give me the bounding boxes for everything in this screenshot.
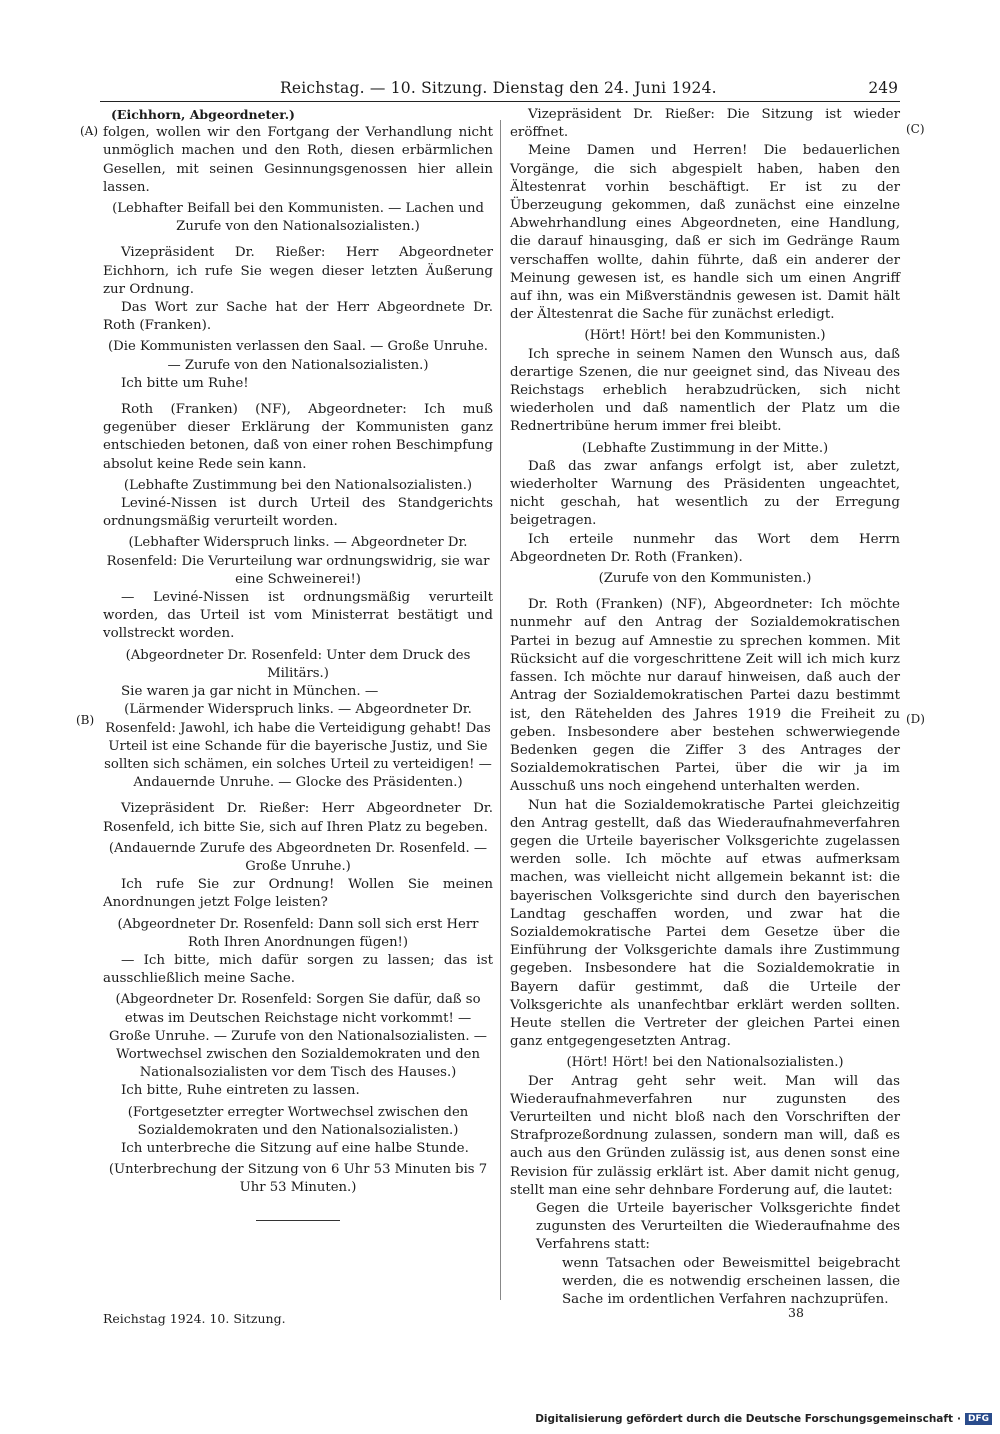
paragraph: Meine Damen und Herren! Die bedauerlichen Vorgänge, die sich abgespielt haben, haben den Ältestenrat vorhin beschäftigt. Er ist zu der Überzeugung gekommen, daß zunächst eine einzelne Abwehrhandlung eines Abgeordneten, eine Handlung, die darauf hinausging, daß er sich im Gedränge Raum verschaffen wollte, dahin führte, daß ein anderer der Meinung gewesen ist, es handle sich um einen Angriff auf ihn, was ein Mißverständnis gewesen ist. Damit hält der Ältestenrat die Sache für zunächst erledigt. [510, 143, 900, 323]
paragraph: Ich unterbreche die Sitzung auf eine halbe Stunde. [121, 1140, 469, 1156]
interjection: (Hört! Hört! bei den Kommunisten.) [584, 328, 826, 344]
paragraph: folgen, wollen wir den Fortgang der Verhandlung nicht unmöglich machen und den Roth, diesen erbärmlichen Gesellen, mit seinen Gesinnungsgenossen hier allein lassen. [103, 125, 493, 195]
margin-marker-a: (A) [80, 124, 99, 138]
column-divider [500, 120, 501, 1300]
paragraph: — Ich bitte, mich dafür sorgen zu lassen; das ist ausschließlich meine Sache. [103, 952, 493, 987]
margin-marker-b: (B) [76, 713, 95, 727]
paragraph: Leviné-Nissen ist durch Urteil des Standgerichts ordnungsmäßig verurteilt worden. [103, 496, 493, 530]
paragraph: Vizepräsident Dr. Rießer: Die Sitzung ist wieder eröffnet. [510, 107, 900, 141]
left-column [103, 106, 493, 1221]
interjection: (Lebhafte Zustimmung bei den Nationalsozialisten.) [123, 477, 473, 493]
page-header [100, 79, 900, 102]
header-title: Reichstag. — 10. Sitzung. Dienstag den 24. Juni 1924. [280, 79, 717, 97]
interjection: (Unterbrechung der Sitzung von 6 Uhr 53 Minuten bis 7 Uhr 53 Minuten.) [108, 1162, 488, 1196]
right-column [510, 106, 900, 1309]
paragraph: Vizepräsident Dr. Rießer: Herr Abgeordneter Dr. Rosenfeld, ich bitte Sie, sich auf Ihren Platz zu begeben. [103, 801, 493, 835]
paragraph: Der Antrag geht sehr weit. Man will das Wiederaufnahmeverfahren nur zugunsten des Verurteilten und nicht bloß nach den Vorschriften der Strafprozeßordnung zulassen, sondern man will, daß es auch aus den Gründen zulässig ist, aus denen sonst eine Revision für zulässig erklärt ist. Aber damit nicht genug, stellt man eine sehr dehnbare Forderung auf, die lautet: [510, 1073, 900, 1198]
paragraph: Dr. Roth (Franken) (NF), Abgeordneter: Ich möchte nunmehr auf den Antrag der Sozialdemokratischen Partei in bezug auf Amnestie zu sprechen kommen. Mit Rücksicht auf die vorgeschrittene Zeit will ich mich kurz fassen. Ich möchte nur darauf hinweisen, daß auch der Antrag der Sozialdemokratischen Partei dazu bestimmt ist, den Rätehelden des Jahres 1919 die Freiheit zu geben. Insbesondere aber bestehen schwerwiegende Bedenken gegen die Ziffer 3 des Antrages der Sozialdemokratischen Partei, über die wir ja im Ausschuß uns noch eingehend unterhalten werden. [510, 597, 900, 795]
paragraph: Ich spreche in seinem Namen den Wunsch aus, daß derartige Szenen, die nur geeignet sind, das Niveau des Reichstags erheblich herabzudrücken, sich nicht wiederholen und daß namentlich der Platz um die Rednertribüne herum immer frei bleibt. [510, 346, 900, 435]
interjection: (Andauernde Zurufe des Abgeordneten Dr. Rosenfeld. — Große Unruhe.) [108, 840, 488, 874]
sheet-number: 38 [788, 1305, 804, 1320]
margin-marker-d: (D) [906, 712, 925, 726]
interjection: (Abgeordneter Dr. Rosenfeld: Sorgen Sie dafür, daß so etwas im Deutschen Reichstage nicht vorkommt! — Große Unruhe. — Zurufe von den Nationalsozialisten. — Wortwechsel zwischen den Sozialdemokraten und den Nationalsozialisten vor dem Tisch des Hauses.) [109, 992, 487, 1081]
paragraph: Ich rufe Sie zur Ordnung! Wollen Sie meinen Anordnungen jetzt Folge leisten? [103, 877, 493, 911]
paragraph: Daß das zwar anfangs erfolgt ist, aber zuletzt, wiederholter Warnung des Präsidenten ungeachtet, nicht geschah, hat wesentlich zu der Erregung beigetragen. [510, 458, 900, 529]
speaker-header: (Eichhorn, Abgeordneter.) [111, 107, 295, 122]
interjection: (Abgeordneter Dr. Rosenfeld: Dann soll sich erst Herr Roth Ihren Anordnungen fügen!) [117, 916, 479, 950]
paragraph: Vizepräsident Dr. Rießer: Herr Abgeordneter Eichhorn, ich rufe Sie wegen dieser letzten Äußerung zur Ordnung. [103, 245, 493, 297]
interjection: (Lebhafter Beifall bei den Kommunisten. — Lachen und Zurufe von den Nationalsozialisten.) [112, 201, 484, 235]
interjection: (Hört! Hört! bei den Nationalsozialisten.) [566, 1055, 844, 1071]
interjection: (Abgeordneter Dr. Rosenfeld: Unter dem Druck des Militärs.) [125, 647, 471, 681]
paragraph: Das Wort zur Sache hat der Herr Abgeordnete Dr. Roth (Franken). [103, 300, 493, 334]
interjection: (Fortgesetzter erregter Wortwechsel zwischen den Sozialdemokraten und den Nationalsozialisten.) [127, 1104, 469, 1138]
interjection: (Lärmender Widerspruch links. — Abgeordneter Dr. Rosenfeld: Jawohl, ich habe die Verteidigung gehabt! Das Urteil ist eine Schande für die bayerische Justiz, und Sie sollten sich schämen, ein solches Urteil zu verteidigen! — Andauernde Unruhe. — Glocke des Präsidenten.) [104, 702, 492, 791]
section-rule [256, 1220, 340, 1221]
paragraph: Sie waren ja gar nicht in München. — [121, 684, 379, 700]
quoted-text: Gegen die Urteile bayerischer Volksgerichte findet zugunsten des Verurteilten die Wiederaufnahme des Verfahrens statt: [536, 1200, 900, 1253]
interjection: (Lebhafte Zustimmung in der Mitte.) [581, 440, 829, 456]
paragraph: Ich bitte um Ruhe! [121, 375, 249, 391]
paragraph: Nun hat die Sozialdemokratische Partei gleichzeitig den Antrag gestellt, daß das Wiederaufnahmeverfahren gegen die Urteile bayerischer Volksgerichte zugelassen werden solle. Ich möchte auf etwas aufmerksam machen, was vielleicht nicht allgemein bekannt ist: die bayerischen Volksgerichte sind durch den bayerischen Landtag geschaffen worden, und zwar hat die Sozialdemokratische Partei dem Gesetze über die Einführung der Volksgerichte damals ihre Zustimmung gegeben. Insbesondere hat die Sozialdemokratie in Bayern dafür gestimmt, daß die Urteile der Volksgerichte als unanfechtbar erklärt werden sollten. Heute stellen die Vertreter der gleichen Partei einen ganz entgegengesetzten Antrag. [510, 797, 900, 1050]
dfg-logo-icon: DFG [965, 1413, 992, 1425]
paragraph: Ich erteile nunmehr das Wort dem Herrn Abgeordneten Dr. Roth (Franken). [510, 531, 900, 565]
margin-marker-c: (C) [906, 122, 925, 136]
credit-text: Digitalisierung gefördert durch die Deutsche Forschungsgemeinschaft [535, 1413, 953, 1425]
paragraph: Roth (Franken) (NF), Abgeordneter: Ich muß gegenüber dieser Erklärung der Kommunisten ganz entschieden betonen, daß von einer rohen Beschimpfung absolut keine Rede sein kann. [103, 402, 493, 472]
quoted-text: wenn Tatsachen oder Beweismittel beigebracht werden, die es notwendig erscheinen lassen, die Sache im ordentlichen Verfahren nachzuprüfen. [562, 1255, 900, 1307]
page-number: 249 [868, 79, 898, 97]
interjection: (Lebhafter Widerspruch links. — Abgeordneter Dr. Rosenfeld: Die Verurteilung war ordnungswidrig, sie war eine Schweinerei!) [106, 535, 490, 587]
paragraph: — Leviné-Nissen ist ordnungsmäßig verurteilt worden, das Urteil ist vom Ministerrat bestätigt und vollstreckt worden. [103, 590, 493, 642]
paragraph: Ich bitte, Ruhe eintreten zu lassen. [121, 1083, 360, 1099]
footer-source: Reichstag 1924. 10. Sitzung. [103, 1311, 286, 1326]
interjection: (Zurufe von den Kommunisten.) [598, 571, 812, 587]
digitization-credit: Digitalisierung gefördert durch die Deutsche Forschungsgemeinschaft · DFG [535, 1413, 992, 1425]
interjection: (Die Kommunisten verlassen den Saal. — Große Unruhe. — Zurufe von den Nationalsozialisten.) [108, 339, 488, 373]
